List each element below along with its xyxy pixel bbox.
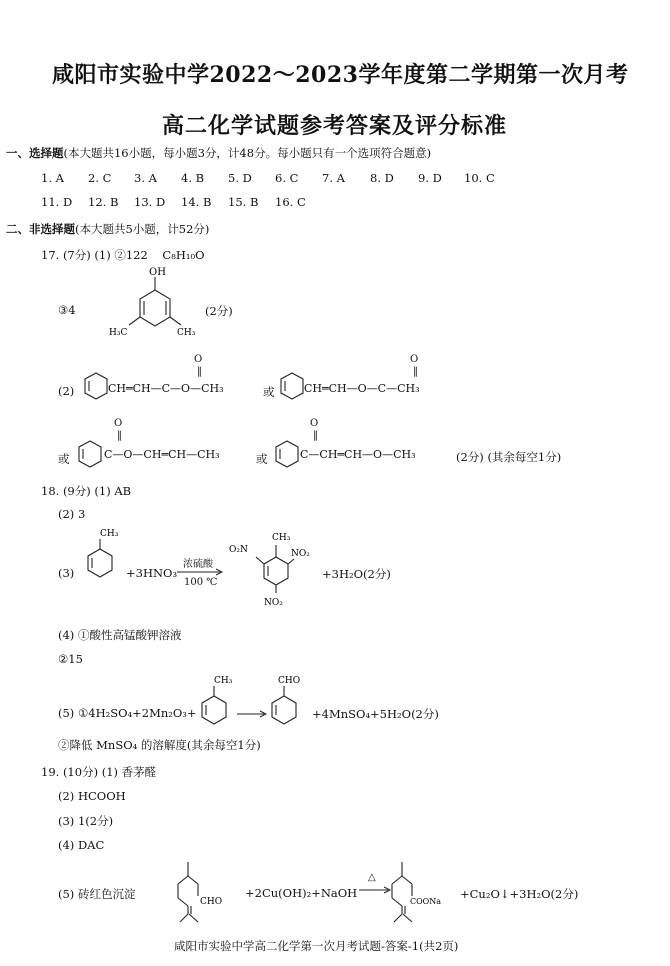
q18-part4b: ②15 [58,652,83,666]
double-bond-b: ‖ [413,366,418,377]
ch3-right-label: CH₃ [177,328,196,338]
q17-part3-score: (2分) [205,304,233,318]
double-bond-d: ‖ [313,430,318,441]
answer-item: 8. D [370,171,394,185]
q17-part3-label: ③4 [58,303,76,317]
q18-part5-tail: +4MnSO₄+5H₂O(2分) [312,707,439,721]
q18-part5b: ②降低 MnSO₄ 的溶解度(其余每空1分) [58,738,261,752]
carbonyl-o-c: O [114,418,123,429]
answer-item: 11. D [41,195,73,209]
answer-item: 12. B [88,195,119,209]
oh-label: OH [149,267,166,278]
condition-bottom: 100 ℃ [184,577,218,588]
coona-label: COONa [410,897,442,906]
reaction-arrow-icon [236,710,268,718]
double-bond-c: ‖ [117,430,122,441]
q18-part2: (2) 3 [58,507,86,521]
q19-reagent: +2Cu(OH)₂+NaOH [245,886,358,900]
delta-icon: △ [368,872,376,883]
ch3-label: CH₃ [100,529,119,539]
ch3-left-label: H₃C [109,328,128,338]
tnt-ch3-label: CH₃ [272,533,291,543]
citronellate-structure [386,858,450,928]
benzaldehyde-structure [266,674,310,730]
q17-part2-label: (2) [58,384,75,398]
answer-item: 5. D [228,171,252,185]
benzene-ring-icon [278,370,306,404]
answer-item: 9. D [418,171,442,185]
toluene-structure [82,527,122,587]
answer-item: 14. B [181,195,212,209]
benzene-ring-icon [273,438,301,472]
q18-line1: 18. (9分) (1) AB [41,484,132,498]
q18-part3-tail: +3H₂O(2分) [322,567,391,581]
answer-item: 2. C [88,171,112,185]
isomer-b: CH═CH—O—C—CH₃ [304,382,420,395]
q17-tail: (2分) (其余每空1分) [456,450,562,464]
ch3-label: CH₃ [214,676,233,686]
section1-header [6,145,431,161]
double-bond-a: ‖ [197,366,202,377]
q17-part1: 17. (7分) (1) ②122 [41,248,148,262]
cho-label: CHO [278,676,301,686]
q19-part3: (3) 1(2分) [58,814,114,828]
carbonyl-o-a: O [194,354,203,365]
carbonyl-o-b: O [410,354,419,365]
carbonyl-o-d: O [310,418,319,429]
answer-item: 16. C [275,195,306,209]
or-1: 或 [263,385,275,399]
o2n-label: O₂N [229,545,248,555]
q19-part2: (2) HCOOH [58,789,126,803]
benzene-ring-icon [82,370,110,404]
section2-header [6,221,209,237]
section1-note: (本大题共16小题，每小题3分，计48分。每小题只有一个选项符合题意) [63,146,432,160]
page-footer: 咸阳市实验中学高二化学第一次月考试题-答案-1(共2页) [174,939,459,953]
section1-heading: 一、选择题 [6,146,64,160]
answer-item: 10. C [464,171,495,185]
q17-formula: C₈H₁₀O [162,248,205,262]
q18-part5-label: (5) ①4H₂SO₄+2Mn₂O₃+ [58,706,197,720]
q19-part5-label: (5) 砖红色沉淀 [58,887,136,901]
q18-part4: (4) ①酸性高锰酸钾溶液 [58,628,182,642]
answer-item: 15. B [228,195,259,209]
isomer-c: C—O—CH═CH—CH₃ [104,448,220,461]
isomer-d: C—CH═CH—O—CH₃ [300,448,416,461]
nitration-reagent: +3HNO₃ [126,566,178,580]
section2-heading: 二、非选择题 [6,222,75,236]
isomer-a: CH═CH—C—O—CH₃ [108,382,224,395]
answer-item: 13. D [134,195,166,209]
section2-note: (本大题共5小题，计52分) [75,222,210,236]
or-3: 或 [256,452,268,466]
q19-part4: (4) DAC [58,838,105,852]
answer-item: 6. C [275,171,299,185]
answer-item: 3. A [134,171,157,185]
condition-top: 浓硫酸 [183,559,213,570]
q19-tail: +Cu₂O↓+3H₂O(2分) [460,887,579,901]
toluene-structure-2 [196,674,236,730]
no2-label-right: NO₂ [291,549,310,559]
reaction-arrow-icon [176,568,224,576]
dimethylphenol-structure [105,265,215,345]
benzene-ring-icon [76,438,104,472]
citronellal-structure [172,858,232,928]
q19-line1: 19. (10分) (1) 香茅醛 [41,765,157,779]
q18-part3-label: (3) [58,566,75,580]
cho-label: CHO [200,897,223,907]
answer-item: 1. A [41,171,64,185]
tnt-structure [228,527,324,619]
answer-item: 7. A [322,171,345,185]
no2-label-bottom: NO₂ [264,598,283,608]
or-2: 或 [58,452,70,466]
page-title: 高二化学试题参考答案及评分标准 [162,113,508,139]
answer-item: 4. B [181,171,205,185]
q17-line1 [41,247,205,263]
exam-title: 咸阳市实验中学2022～2023学年度第二学期第一次月考 [52,62,629,88]
